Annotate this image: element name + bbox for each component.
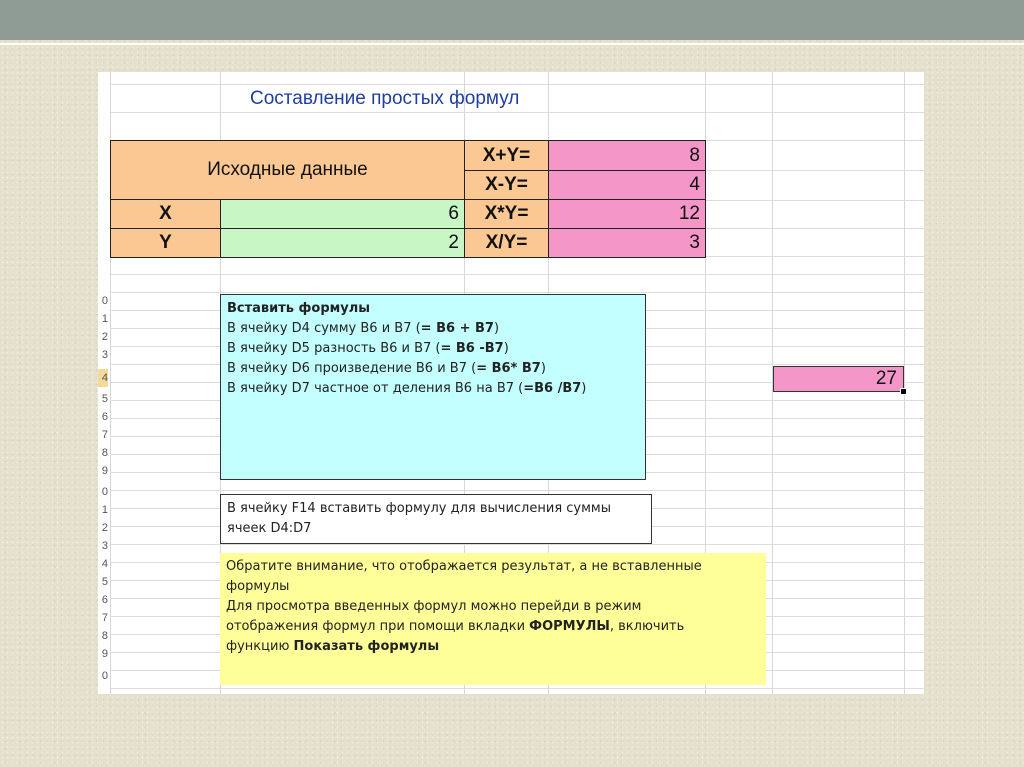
row-number[interactable]: 0	[101, 486, 108, 498]
note-line: Для просмотра введенных формул можно перейди в режим	[226, 599, 642, 614]
instruction-end: )	[581, 381, 587, 396]
sum-value-cell[interactable]: 8	[548, 140, 706, 171]
instruction-line	[227, 319, 639, 339]
row-number[interactable]: 6	[101, 411, 108, 423]
instructions-heading-text: Вставить формулы	[227, 301, 371, 316]
note-text: функцию	[226, 639, 294, 654]
grid-line	[110, 84, 924, 85]
note-line: Обратите внимание, что отображается результат, а не вставленные	[226, 559, 702, 574]
row-number[interactable]: 4	[101, 558, 108, 570]
y-value-cell[interactable]: 2	[220, 228, 465, 258]
x-label-cell[interactable]: X	[110, 199, 221, 229]
row-number[interactable]: 3	[101, 349, 108, 361]
instruction-formula: = В6 + В7	[420, 321, 494, 336]
row-number-selected[interactable]: 4	[98, 369, 108, 387]
note-text: отображения формул при помощи вкладки	[226, 619, 530, 634]
row-number[interactable]: 9	[101, 648, 108, 660]
row-number[interactable]: 1	[101, 313, 108, 325]
header-divider	[0, 43, 1024, 45]
x-value-cell[interactable]: 6	[220, 199, 465, 229]
note-bold-text: Показать формулы	[293, 639, 440, 654]
row-number[interactable]: 6	[101, 594, 108, 606]
note-line	[226, 617, 760, 637]
note-line: формулы	[226, 579, 290, 594]
row-number[interactable]: 7	[101, 429, 108, 441]
grid-line	[110, 292, 924, 293]
row-number[interactable]: 7	[101, 612, 108, 624]
source-data-header[interactable]: Исходные данные	[110, 140, 465, 200]
grid-line	[904, 72, 905, 694]
row-number[interactable]: 8	[101, 447, 108, 459]
difference-label-cell[interactable]: X-Y=	[464, 170, 549, 200]
row-number[interactable]: 5	[101, 393, 108, 405]
row-number[interactable]: 8	[101, 630, 108, 642]
instruction-end: )	[503, 341, 509, 356]
row-number[interactable]: 5	[101, 576, 108, 588]
row-number[interactable]: 1	[101, 504, 108, 516]
grid-line	[110, 490, 924, 491]
row-number[interactable]: 0	[101, 670, 108, 682]
slide-header-bar	[0, 0, 1024, 40]
instructions-heading	[227, 299, 639, 319]
row-number[interactable]: 0	[101, 295, 108, 307]
instructions-box[interactable]	[220, 294, 646, 480]
note-line	[226, 637, 760, 657]
row-number[interactable]: 2	[101, 522, 108, 534]
quotient-label-cell[interactable]: X/Y=	[464, 228, 549, 258]
grid-line	[110, 274, 924, 275]
difference-value-cell[interactable]: 4	[548, 170, 706, 200]
note-text: , включить	[609, 619, 685, 634]
grid-line	[110, 544, 924, 545]
instruction-line	[227, 359, 639, 379]
product-value-cell[interactable]: 12	[548, 199, 706, 229]
sheet-title[interactable]: Составление простых формул	[250, 88, 520, 109]
fill-handle[interactable]	[900, 388, 907, 395]
sum-label-cell[interactable]: X+Y=	[464, 140, 549, 171]
instruction-line	[227, 379, 639, 399]
note-box[interactable]	[220, 553, 766, 685]
task-line: ячеек D4:D7	[227, 521, 312, 536]
row-number[interactable]: 9	[101, 465, 108, 477]
grid-line	[110, 112, 924, 113]
instruction-text: В ячейку D5 разность В6 и В7 (	[227, 341, 441, 356]
task-box[interactable]	[220, 494, 652, 544]
row-header	[98, 72, 110, 694]
instruction-line	[227, 339, 639, 359]
instruction-end: )	[493, 321, 500, 336]
y-label-cell[interactable]: Y	[110, 228, 221, 258]
grid-line	[110, 688, 924, 689]
product-label-cell[interactable]: X*Y=	[464, 199, 549, 229]
instruction-end: )	[540, 361, 546, 376]
note-bold-text: ФОРМУЛЫ	[529, 619, 610, 634]
quotient-value-cell[interactable]: 3	[548, 228, 706, 258]
spreadsheet[interactable]	[98, 72, 924, 694]
instruction-text: В ячейку D6 произведение В6 и В7 (	[227, 361, 477, 376]
instruction-formula: = В6* В7	[476, 361, 541, 376]
result-cell-f14[interactable]: 27	[773, 366, 904, 392]
instruction-text: В ячейку D7 частное от деления В6 на В7 (	[227, 381, 524, 396]
row-number[interactable]: 2	[101, 331, 108, 343]
instruction-formula: = В6 -В7	[440, 341, 504, 356]
instruction-text: В ячейку D4 сумму В6 и В7 (	[227, 321, 421, 336]
row-number[interactable]: 3	[101, 540, 108, 552]
task-line: В ячейку F14 вставить формулу для вычисления суммы	[227, 501, 611, 516]
instruction-formula: =В6 /В7	[523, 381, 582, 396]
